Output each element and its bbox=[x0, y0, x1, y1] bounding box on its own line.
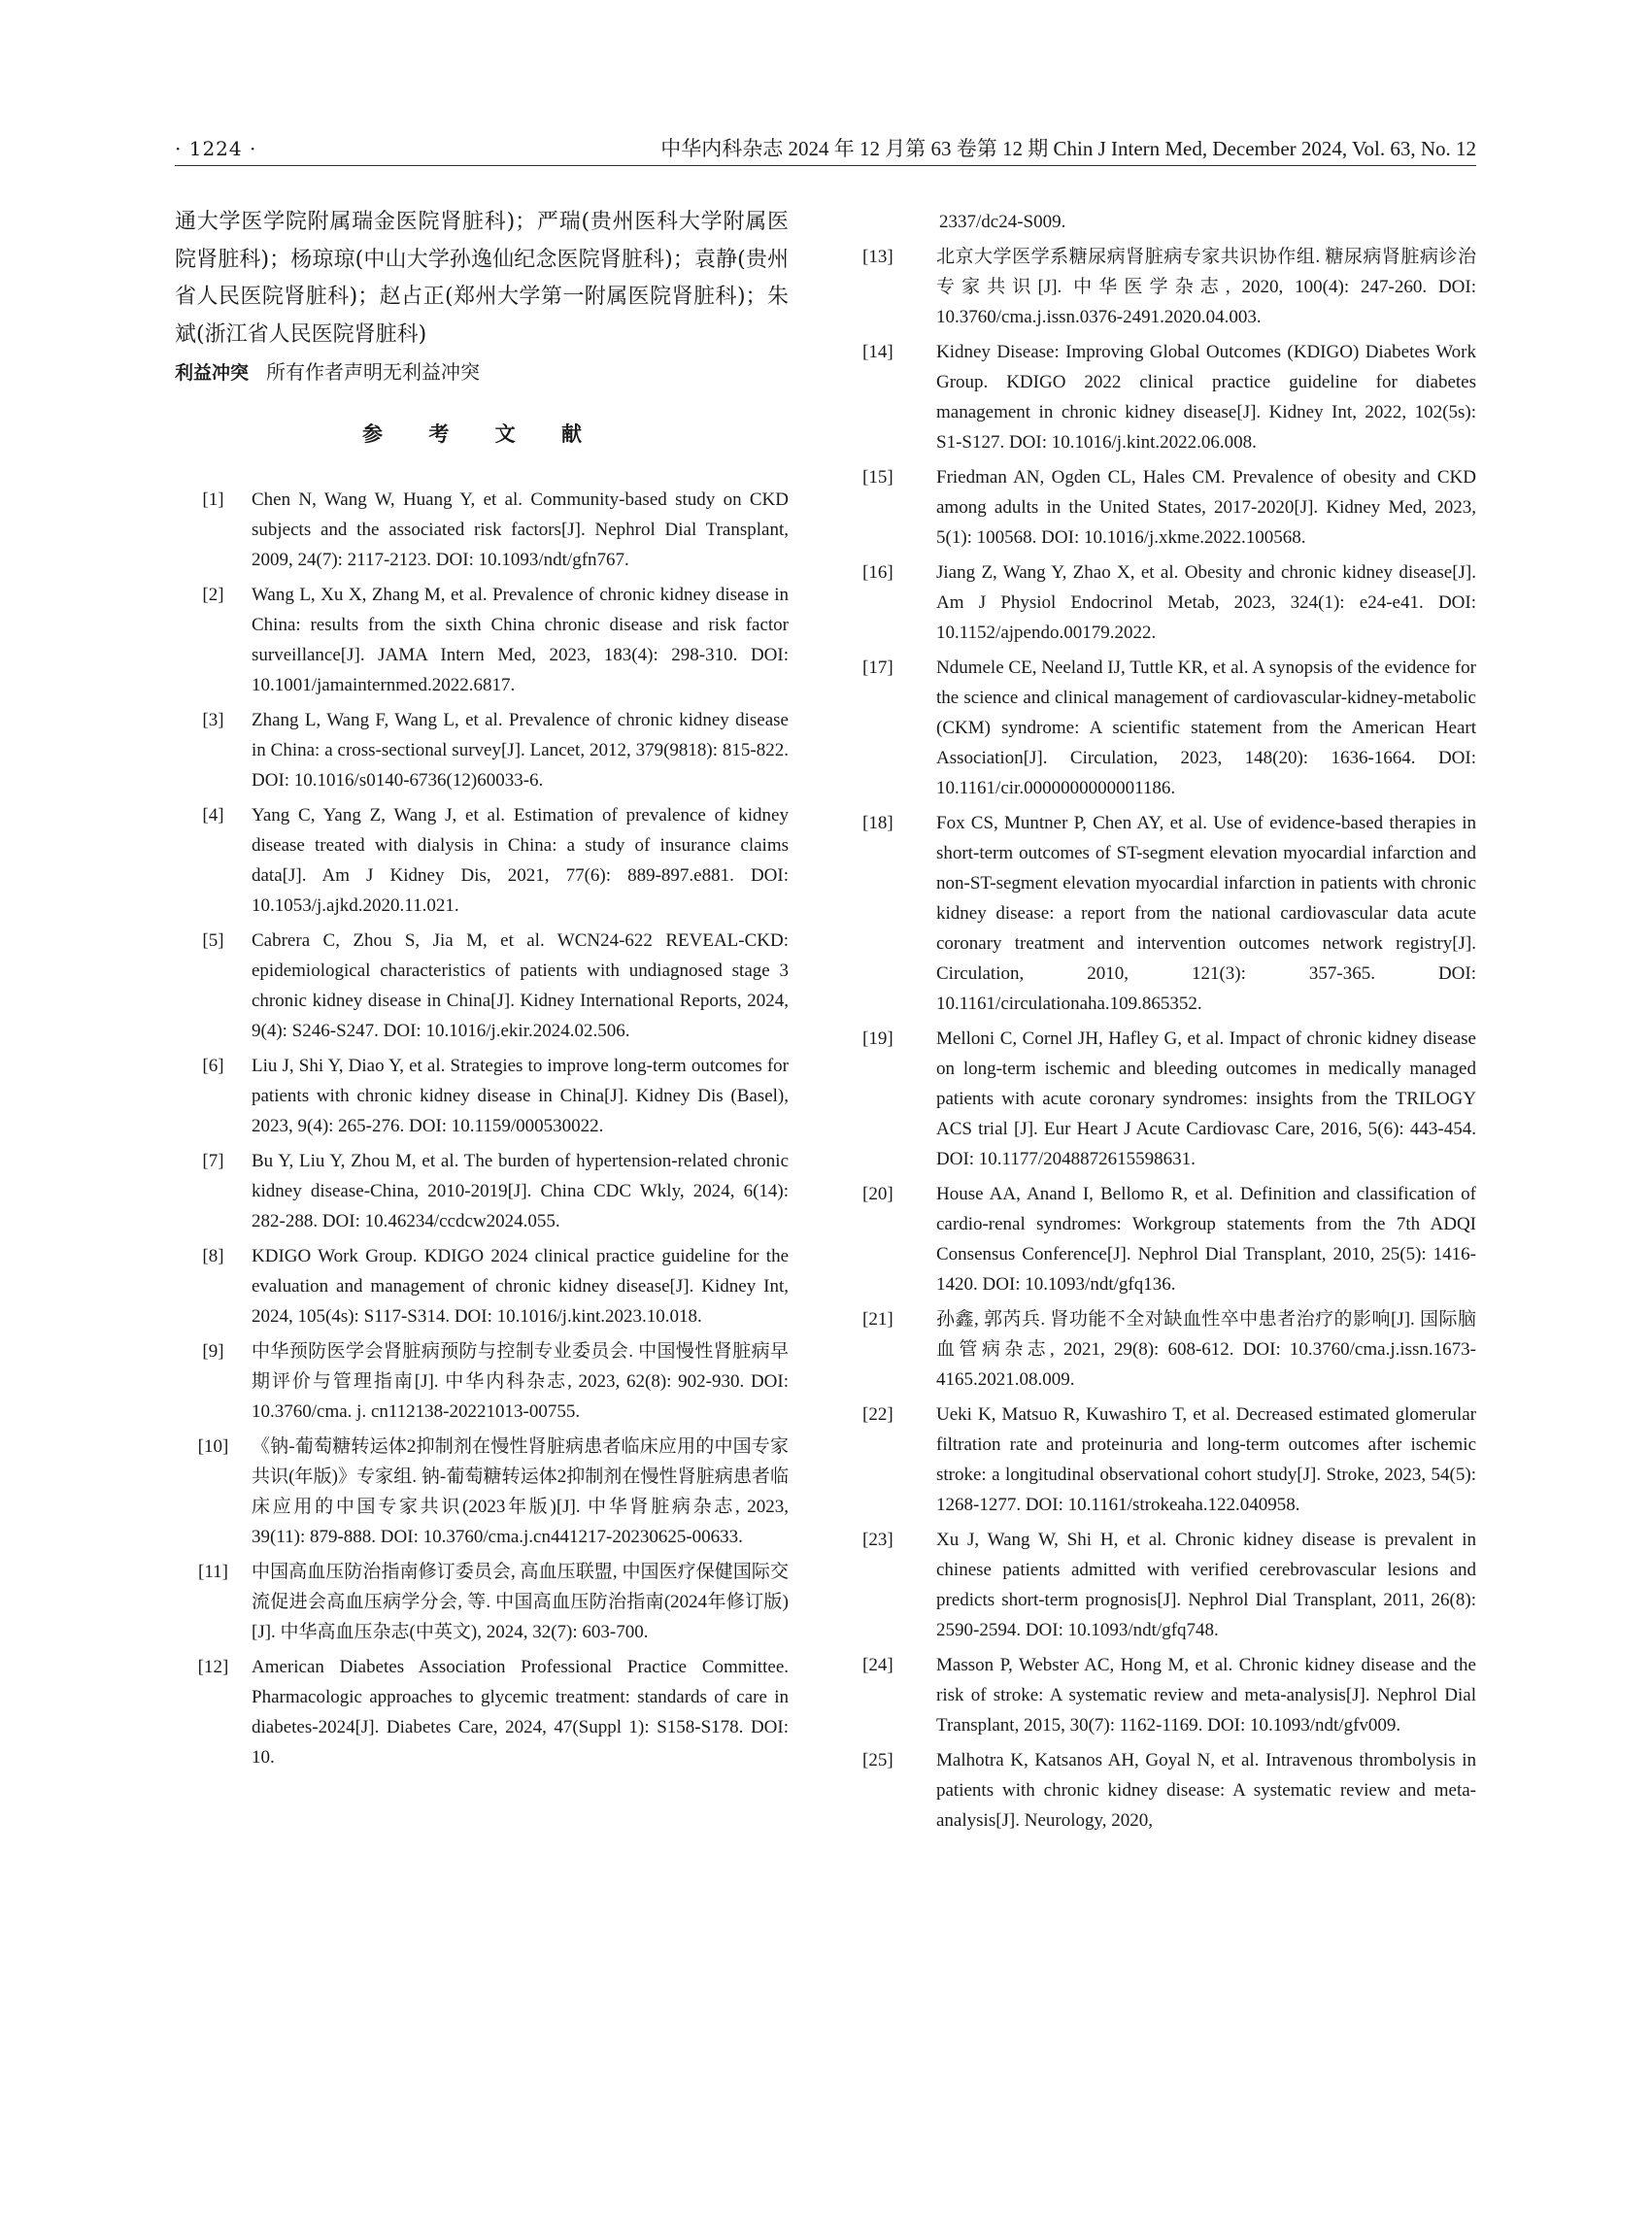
reference-item bbox=[175, 1652, 789, 1772]
reference-item bbox=[175, 1336, 789, 1427]
reference-text: House AA, Anand I, Bellomo R, et al. Definition and classification of cardio-renal syndromes: Workgroup statements from the 7th ADQI Consensus Conference[J]. Nephrol Dial Transplant, 2010, 25(5): 1416-1420. DOI: 10.1093/ndt/gfq136. bbox=[936, 1184, 1476, 1295]
reference-item bbox=[862, 337, 1476, 457]
reference-text: 中华预防医学会肾脏病预防与控制专业委员会. 中国慢性肾脏病早期评价与管理指南[J]. 中华内科杂志, 2023, 62(8): 902-930. DOI: 10.3760/cma. j. cn112138-20221013-00755. bbox=[252, 1341, 789, 1422]
conflict-of-interest bbox=[175, 355, 789, 389]
reference-item bbox=[175, 1432, 789, 1552]
reference-item bbox=[175, 926, 789, 1046]
page-header bbox=[175, 134, 1476, 166]
reference-number: [15] bbox=[862, 467, 893, 488]
reference-text: Kidney Disease: Improving Global Outcomes (KDIGO) Diabetes Work Group. KDIGO 2022 clinical practice guideline for diabetes management in chronic kidney disease[J]. Kidney Int, 2022, 102(5s): S1-S127. DOI: 10.1016/j.kint.2022.06.008. bbox=[936, 342, 1476, 453]
reference-number: [10] bbox=[197, 1436, 229, 1457]
reference-text: KDIGO Work Group. KDIGO 2024 clinical practice guideline for the evaluation and management of chronic kidney disease[J]. Kidney Int, 2024, 105(4s): S117-S314. DOI: 10.1016/j.kint.2023.10.018. bbox=[252, 1246, 789, 1327]
conflict-of-interest-label: 利益冲突 bbox=[175, 362, 250, 384]
reference-text: Malhotra K, Katsanos AH, Goyal N, et al. Intravenous thrombolysis in patients with chronic kidney disease: A systematic review and meta-analysis[J]. Neurology, 2020, bbox=[936, 1750, 1476, 1831]
reference-number: [2] bbox=[202, 585, 224, 605]
reference-text: Wang L, Xu X, Zhang M, et al. Prevalence of chronic kidney disease in China: results from the sixth China chronic disease and risk factor surveillance[J]. JAMA Intern Med, 2023, 183(4): 298-310. DOI: 10.1001/jamainternmed.2022.6817. bbox=[252, 585, 789, 695]
reference-text: Jiang Z, Wang Y, Zhao X, et al. Obesity and chronic kidney disease[J]. Am J Physiol Endocrinol Metab, 2023, 324(1): e24-e41. DOI: 10.1152/ajpendo.00179.2022. bbox=[936, 562, 1476, 643]
reference-item bbox=[175, 800, 789, 921]
reference-number: [6] bbox=[202, 1056, 224, 1076]
reference-item bbox=[175, 485, 789, 575]
reference-continuation: 2337/dc24-S009. bbox=[939, 212, 1066, 232]
reference-number: [25] bbox=[862, 1750, 893, 1770]
reference-item bbox=[862, 462, 1476, 553]
reference-number: [9] bbox=[202, 1341, 224, 1362]
reference-text: Friedman AN, Ogden CL, Hales CM. Prevalence of obesity and CKD among adults in the United States, 2017-2020[J]. Kidney Med, 2023, 5(1): 100568. DOI: 10.1016/j.xkme.2022.100568. bbox=[936, 467, 1476, 548]
reference-number: [8] bbox=[202, 1246, 224, 1266]
reference-number: [24] bbox=[862, 1655, 893, 1675]
reference-text: 孙鑫, 郭芮兵. 肾功能不全对缺血性卒中患者治疗的影响[J]. 国际脑血管病杂志, 2021, 29(8): 608-612. DOI: 10.3760/cma.j.issn.1673-4165.2021.08.009. bbox=[936, 1309, 1476, 1390]
reference-text: Fox CS, Muntner P, Chen AY, et al. Use of evidence-based therapies in short-term outcomes of ST-segment elevation myocardial infarction and non-ST-segment elevation myocardial infarction in patients with chronic kidney disease: a report from the national cardiovascular data acute coronary treatment and intervention outcomes network registry[J]. Circulation, 2010, 121(3): 357-365. DOI: 10.1161/circulationaha.109.865352. bbox=[936, 813, 1476, 1014]
reference-text: Ndumele CE, Neeland IJ, Tuttle KR, et al. A synopsis of the evidence for the science and clinical management of cardiovascular-kidney-metabolic (CKM) syndrome: A scientific statement from the American Heart Association[J]. Circulation, 2023, 148(20): 1636-1664. DOI: 10.1161/cir.0000000000001186. bbox=[936, 657, 1476, 798]
reference-text: Xu J, Wang W, Shi H, et al. Chronic kidney disease is prevalent in chinese patients admitted with verified cerebrovascular lesions and predicts short-term prognosis[J]. Nephrol Dial Transplant, 2011, 26(8): 2590-2594. DOI: 10.1093/ndt/gfq748. bbox=[936, 1530, 1476, 1640]
right-column bbox=[862, 207, 1476, 1840]
reference-text: 中国高血压防治指南修订委员会, 高血压联盟, 中国医疗保健国际交流促进会高血压病学分会, 等. 中国高血压防治指南(2024年修订版)[J]. 中华高血压杂志(中英文), 2024, 32(7): 603-700. bbox=[252, 1562, 789, 1642]
reference-item bbox=[175, 1146, 789, 1236]
author-affiliations-continuation: 通大学医学院附属瑞金医院肾脏科)；严瑞(贵州医科大学附属医院肾脏科)；杨琼琼(中山大学孙逸仙纪念医院肾脏科)；袁静(贵州省人民医院肾脏科)；赵占正(郑州大学第一附属医院肾脏科)；朱斌(浙江省人民医院肾脏科) bbox=[175, 210, 789, 347]
reference-text: Bu Y, Liu Y, Zhou M, et al. The burden of hypertension-related chronic kidney disease-China, 2010-2019[J]. China CDC Wkly, 2024, 6(14): 282-288. DOI: 10.46234/ccdcw2024.055. bbox=[252, 1151, 789, 1231]
page-number: · 1224 · bbox=[175, 137, 257, 160]
reference-number: [11] bbox=[198, 1562, 228, 1582]
reference-item bbox=[862, 1024, 1476, 1174]
reference-text: Liu J, Shi Y, Diao Y, et al. Strategies to improve long-term outcomes for patients with chronic kidney disease in China[J]. Kidney Dis (Basel), 2023, 9(4): 265-276. DOI: 10.1159/000530022. bbox=[252, 1056, 789, 1136]
reference-number: [20] bbox=[862, 1184, 893, 1204]
reference-number: [23] bbox=[862, 1530, 893, 1550]
reference-text: Chen N, Wang W, Huang Y, et al. Community-based study on CKD subjects and the associated risk factors[J]. Nephrol Dial Transplant, 2009, 24(7): 2117-2123. DOI: 10.1093/ndt/gfn767. bbox=[252, 489, 789, 570]
reference-item bbox=[862, 808, 1476, 1019]
reference-item bbox=[862, 1399, 1476, 1520]
reference-number: [18] bbox=[862, 813, 893, 833]
reference-number: [7] bbox=[202, 1151, 224, 1171]
reference-item bbox=[862, 1304, 1476, 1395]
reference-text: Yang C, Yang Z, Wang J, et al. Estimation of prevalence of kidney disease treated with dialysis in China: a study of insurance claims data[J]. Am J Kidney Dis, 2021, 77(6): 889-897.e881. DOI: 10.1053/j.ajkd.2020.11.021. bbox=[252, 805, 789, 916]
reference-item bbox=[175, 1557, 789, 1647]
reference-item bbox=[862, 1525, 1476, 1645]
references-heading: 参 考 文 献 bbox=[362, 421, 601, 446]
reference-number: [19] bbox=[862, 1028, 893, 1049]
reference-item bbox=[862, 242, 1476, 332]
reference-item bbox=[862, 653, 1476, 803]
reference-number: [13] bbox=[862, 247, 893, 267]
reference-list-left bbox=[175, 485, 789, 1772]
reference-text: 《钠-葡萄糖转运体2抑制剂在慢性肾脏病患者临床应用的中国专家共识(年版)》专家组. 钠-葡萄糖转运体2抑制剂在慢性肾脏病患者临床应用的中国专家共识(2023年版)[J]. 中华肾脏病杂志, 2023, 39(11): 879-888. DOI: 10.3760/cma.j.cn441217-20230625-00633. bbox=[252, 1436, 789, 1547]
reference-number: [12] bbox=[197, 1657, 229, 1677]
reference-item bbox=[175, 1241, 789, 1332]
reference-text: Ueki K, Matsuo R, Kuwashiro T, et al. Decreased estimated glomerular filtration rate and proteinuria and long-term outcomes after ischemic stroke: a longitudinal observational cohort study[J]. Stroke, 2023, 54(5): 1268-1277. DOI: 10.1161/strokeaha.122.040958. bbox=[936, 1404, 1476, 1515]
reference-text: Zhang L, Wang F, Wang L, et al. Prevalence of chronic kidney disease in China: a cross-sectional survey[J]. Lancet, 2012, 379(9818): 815-822. DOI: 10.1016/s0140-6736(12)60033-6. bbox=[252, 710, 789, 791]
reference-text: Cabrera C, Zhou S, Jia M, et al. WCN24-622 REVEAL-CKD: epidemiological characteristics of patients with undiagnosed stage 3 chronic kidney disease in China[J]. Kidney International Reports, 2024, 9(4): S246-S247. DOI: 10.1016/j.ekir.2024.02.506. bbox=[252, 930, 789, 1041]
reference-item bbox=[175, 705, 789, 795]
reference-number: [17] bbox=[862, 657, 893, 678]
reference-item bbox=[175, 580, 789, 700]
reference-text: Melloni C, Cornel JH, Hafley G, et al. Impact of chronic kidney disease on long-term ischemic and bleeding outcomes in medically managed patients with acute coronary syndromes: insights from the TRILOGY ACS trial [J]. Eur Heart J Acute Cardiovasc Care, 2016, 5(6): 443-454. DOI: 10.1177/2048872615598631. bbox=[936, 1028, 1476, 1169]
reference-text: Masson P, Webster AC, Hong M, et al. Chronic kidney disease and the risk of stroke: A systematic review and meta-analysis[J]. Nephrol Dial Transplant, 2015, 30(7): 1162-1169. DOI: 10.1093/ndt/gfv009. bbox=[936, 1655, 1476, 1736]
reference-number: [22] bbox=[862, 1404, 893, 1425]
reference-number: [16] bbox=[862, 562, 893, 583]
reference-item bbox=[862, 1650, 1476, 1740]
reference-item bbox=[862, 557, 1476, 648]
reference-number: [1] bbox=[202, 489, 224, 510]
reference-item bbox=[862, 1179, 1476, 1299]
reference-text: American Diabetes Association Professional Practice Committee. Pharmacologic approaches to glycemic treatment: standards of care in diabetes-2024[J]. Diabetes Care, 2024, 47(Suppl 1): S158-S178. DOI: 10. bbox=[252, 1657, 789, 1768]
reference-number: [5] bbox=[202, 930, 224, 951]
left-column bbox=[175, 204, 789, 1777]
reference-item bbox=[175, 1051, 789, 1141]
reference-number: [4] bbox=[202, 805, 224, 826]
reference-number: [21] bbox=[862, 1309, 893, 1330]
reference-list-right bbox=[862, 242, 1476, 1836]
journal-running-head: 中华内科杂志 2024 年 12 月第 63 卷第 12 期 Chin J Intern Med, December 2024, Vol. 63, No. 12 bbox=[660, 137, 1476, 160]
conflict-of-interest-text: 所有作者声明无利益冲突 bbox=[266, 360, 481, 384]
reference-number: [3] bbox=[202, 710, 224, 730]
reference-item bbox=[862, 1745, 1476, 1836]
reference-number: [14] bbox=[862, 342, 893, 362]
reference-text: 北京大学医学系糖尿病肾脏病专家共识协作组. 糖尿病肾脏病诊治专家共识[J]. 中华医学杂志, 2020, 100(4): 247-260. DOI: 10.3760/cma.j.issn.0376-2491.2020.04.003. bbox=[936, 247, 1476, 327]
